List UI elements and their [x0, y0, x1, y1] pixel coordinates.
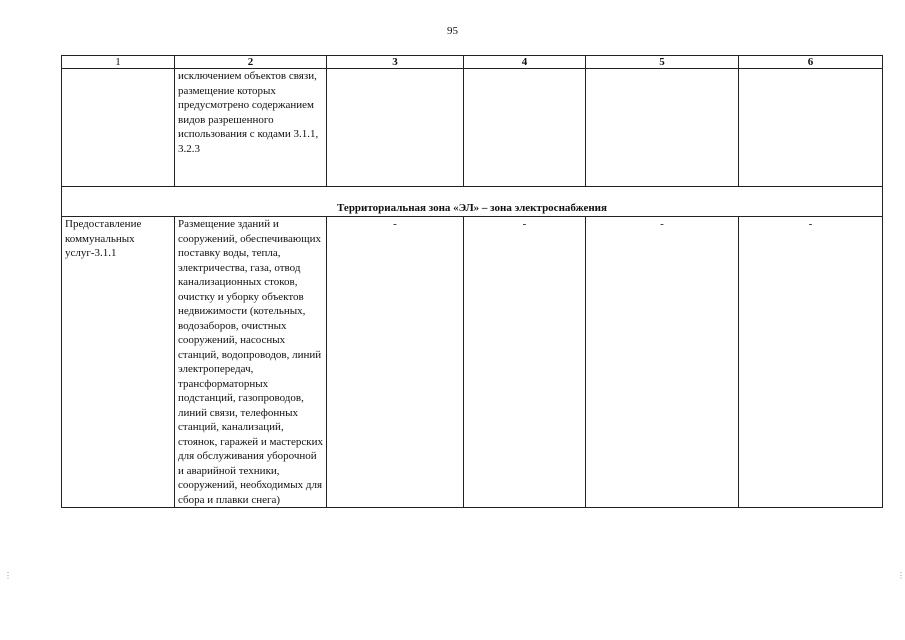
cell-col3 [327, 69, 464, 187]
column-header-6: 6 [739, 56, 883, 69]
column-header-1: 1 [62, 56, 175, 69]
cell-col6 [739, 69, 883, 187]
cell-col5 [586, 69, 739, 187]
cell-description: исключением объектов связи, размещение которых предусмотрено содержанием видов разрешенного использования с кодами 3.1.1, 3.2.3 [175, 69, 327, 187]
page-number: 95 [447, 25, 458, 37]
table-header-row [62, 56, 883, 69]
cell-use-type: Предоставление коммунальных услуг-3.1.1 [62, 217, 175, 508]
cell-col4 [464, 69, 586, 187]
cell-col4: - [464, 217, 586, 508]
cell-description: Размещение зданий и сооружений, обеспечивающих поставку воды, тепла, электричества, газа, отвод канализационных стоков, очистку и уборку объектов недвижимости (котельных, водозаборов, очистных сооружений, насосных станций, водопроводов, линий электропередач, трансформаторных подстанций, газопроводов, линий связи, телефонных станций, канализаций, стоянок, гаражей и мастерских для обслуживания уборочной и аварийной техники, сооружений, необходимых для сбора и плавки снега) [175, 217, 327, 508]
scan-edge-mark-right: ⋮ [897, 571, 905, 580]
column-header-2: 2 [175, 56, 327, 69]
column-header-3: 3 [327, 56, 464, 69]
cell-col6: - [739, 217, 883, 508]
scan-edge-mark-left: ⋮ [4, 571, 12, 580]
column-header-5: 5 [586, 56, 739, 69]
cell-use-type [62, 69, 175, 187]
zone-heading-row [62, 187, 883, 217]
zone-heading: Территориальная зона «ЭЛ» – зона электроснабжения [62, 187, 883, 217]
table-row [62, 217, 883, 508]
table-row-continuation [62, 69, 883, 187]
column-header-4: 4 [464, 56, 586, 69]
cell-col3: - [327, 217, 464, 508]
land-use-table [61, 55, 883, 508]
cell-col5: - [586, 217, 739, 508]
